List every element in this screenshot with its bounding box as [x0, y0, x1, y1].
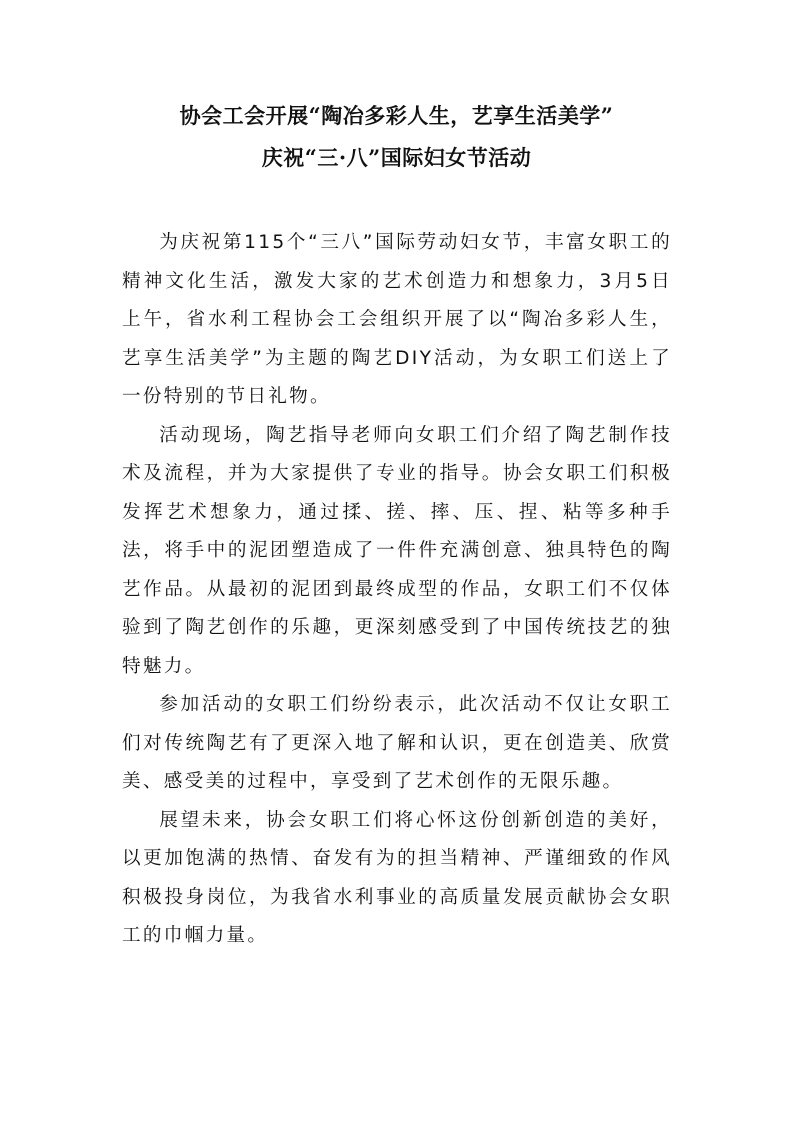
title-line-2: 庆祝“三·八”国际妇女节活动 [261, 145, 532, 170]
article-body [122, 224, 672, 956]
paragraph-2: 活动现场，陶艺指导老师向女职工们介绍了陶艺制作技术及流程，并为大家提供了专业的指导。协会女职工们积极发挥艺术想象力，通过揉、搓、摔、压、捏、粘等多种手法，将手中的泥团塑造成了一件件充满创意、独具特色的陶艺作品。从最初的泥团到最终成型的作品，女职工们不仅体验到了陶艺创作的乐趣，更深刻感受到了中国传统技艺的独特魅力。 [122, 424, 672, 677]
paragraph-3: 参加活动的女职工们纷纷表示，此次活动不仅让女职工们对传统陶艺有了更深入地了解和认识，更在创造美、欣赏美、感受美的过程中，享受到了艺术创作的无限乐趣。 [122, 694, 672, 792]
paragraph-1: 为庆祝第115个“三八”国际劳动妇女节，丰富女职工的精神文化生活，激发大家的艺术创造力和想象力，3月5日上午，省水利工程协会工会组织开展了以“陶冶多彩人生，艺享生活美学”为主题的陶艺DIY活动，为女职工们送上了一份特别的节日礼物。 [122, 232, 672, 407]
paragraph-4: 展望未来，协会女职工们将心怀这份创新创造的美好，以更加饱满的热情、奋发有为的担当精神、严谨细致的作风积极投身岗位，为我省水利事业的高质量发展贡献协会女职工的巾帼力量。 [122, 809, 672, 946]
title-line-1: 协会工会开展“陶冶多彩人生，艺享生活美学” [179, 103, 614, 128]
